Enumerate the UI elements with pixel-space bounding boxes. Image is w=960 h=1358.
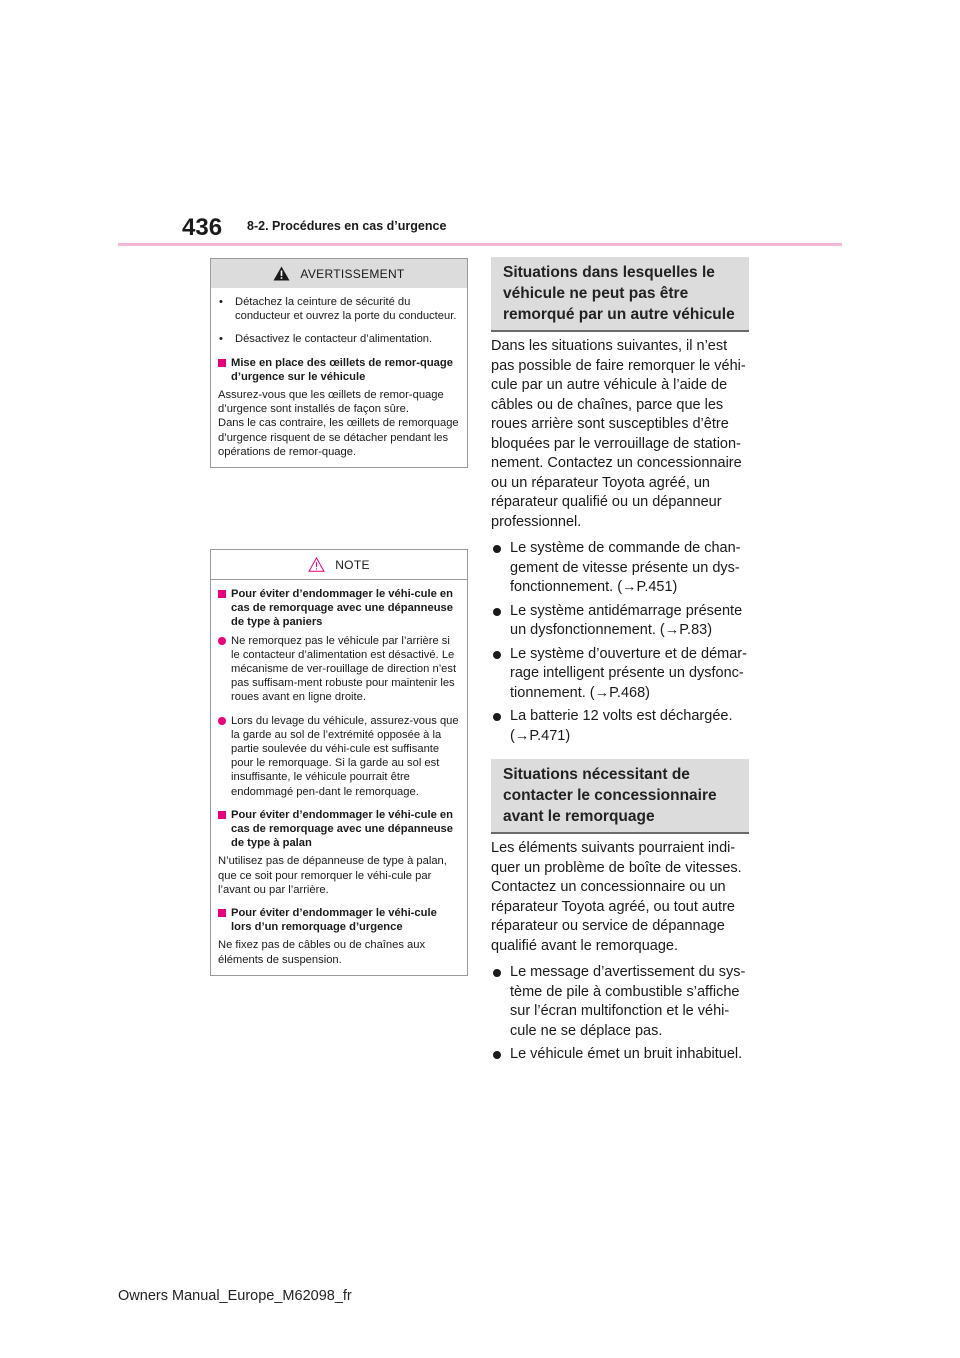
note-item: Ne remorquez pas le véhicule par l’arrière si le contacteur d’alimentation est désactivé. Le mécanisme de ver-rouillage de direction n’est pas suffisam-ment robuste pour maintenir les roues avant en ligne droite.	[218, 634, 460, 705]
section-body-contact-dealer	[491, 839, 753, 1069]
note-box-header	[211, 550, 467, 580]
note-item: Lors du levage du véhicule, assurez-vous que la garde au sol de l’extrémité opposée à la partie soulevée du véhi-cule est suffisante pour le remorquage. Si la garde au sol est insuffisante, le véhicule pourrait être endommagé pen-dant le remorquage.	[218, 714, 460, 799]
warning-paragraph: Assurez-vous que les œillets de remor-quage d’urgence sont installés de façon sûre.	[218, 389, 444, 416]
footer-text: Owners Manual_Europe_M62098_fr	[118, 1288, 352, 1304]
list-item: Le système d’ouverture et de démar-rage intelligent présente un dysfonc-tionnement. (→P.468)	[491, 645, 753, 704]
square-marker-icon	[218, 359, 226, 367]
note-paragraph: Ne fixez pas de câbles ou de chaînes aux éléments de suspension.	[218, 939, 426, 966]
circle-marker-icon	[218, 637, 226, 645]
note-paragraph: N’utilisez pas de dépanneuse de type à palan, que ce soit pour remorquer le véhi-cule par l’avant ou par l’arrière.	[218, 855, 447, 896]
list-item: La batterie 12 volts est déchargée. (→P.471)	[491, 707, 753, 746]
section-title: 8-2. Procédures en cas d’urgence	[247, 219, 447, 233]
list-item: Le système de commande de chan-gement de vitesse présente un dys-fonctionnement. (→P.451)	[491, 539, 753, 598]
section-body-no-tow	[491, 337, 753, 750]
warning-box	[210, 258, 468, 468]
bullet-dot-icon	[493, 969, 501, 977]
caution-triangle-icon	[308, 557, 325, 572]
bullet-dot-icon	[493, 713, 501, 721]
list-item: Le véhicule émet un bruit inhabituel.	[491, 1045, 753, 1065]
bullet-dot-icon	[493, 545, 501, 553]
note-box	[210, 549, 468, 976]
note-subheading: Pour éviter d’endommager le véhi-cule en cas de remorquage avec une dépanneuse de type à paniers	[218, 587, 460, 630]
header-rule	[118, 243, 842, 246]
list-item: Le système antidémarrage présente un dysfonctionnement. (→P.83)	[491, 602, 753, 641]
warning-paragraph-2: Dans le cas contraire, les œillets de remorquage d’urgence risquent de se détacher pendant les opérations de remor-quage.	[218, 417, 459, 458]
bullet-dot-icon	[493, 1051, 501, 1059]
warning-bullet: • Désactivez le contacteur d’alimentation.	[219, 333, 433, 346]
section-intro: Les éléments suivants pourraient indi-quer un problème de boîte de vitesses. Contactez un concessionnaire ou un réparateur Toyota agréé, ou tout autre réparateur ou service de dépannage qualifié avant le remorquage.	[491, 840, 742, 954]
section-intro: Dans les situations suivantes, il n’est pas possible de faire remorquer le véhi-cule par un autre véhicule à l’aide de câbles ou de chaînes, parce que les roues arrière sont susceptibles d’être bloquées par le verrouillage de station-nement. Contactez un concessionnaire ou un réparateur Toyota agréé, un réparateur qualifié ou un dépanneur professionnel.	[491, 338, 746, 530]
square-marker-icon	[218, 590, 226, 598]
note-box-title: NOTE	[335, 557, 370, 572]
square-marker-icon	[218, 811, 226, 819]
note-subheading: Pour éviter d’endommager le véhi-cule en cas de remorquage avec une dépanneuse de type à palan	[218, 808, 460, 851]
list-item: Le message d’avertissement du sys-tème de pile à combustible s’affiche sur l’écran multifonction et le véhi-cule ne se déplace pas.	[491, 963, 753, 1041]
warning-bullet: • Détachez la ceinture de sécurité du conducteur et ouvrez la porte du conducteur.	[219, 296, 457, 323]
section-heading-contact-dealer: Situations nécessitant de contacter le concessionnaire avant le remorquage	[491, 759, 749, 834]
warning-box-header	[211, 259, 467, 288]
page-number: 436	[182, 214, 223, 241]
note-subheading: Pour éviter d’endommager le véhi-cule lors d’un remorquage d’urgence	[218, 906, 460, 934]
bullet-dot-icon	[493, 651, 501, 659]
warning-triangle-icon	[273, 266, 290, 281]
bullet-dot-icon	[493, 608, 501, 616]
circle-marker-icon	[218, 717, 226, 725]
section-heading-no-tow: Situations dans lesquelles le véhicule ne peut pas être remorqué par un autre véhicule	[491, 257, 749, 332]
warning-subheading: Mise en place des œillets de remor-quage d’urgence sur le véhicule	[218, 356, 460, 384]
warning-box-title: AVERTISSEMENT	[300, 266, 405, 281]
square-marker-icon	[218, 909, 226, 917]
